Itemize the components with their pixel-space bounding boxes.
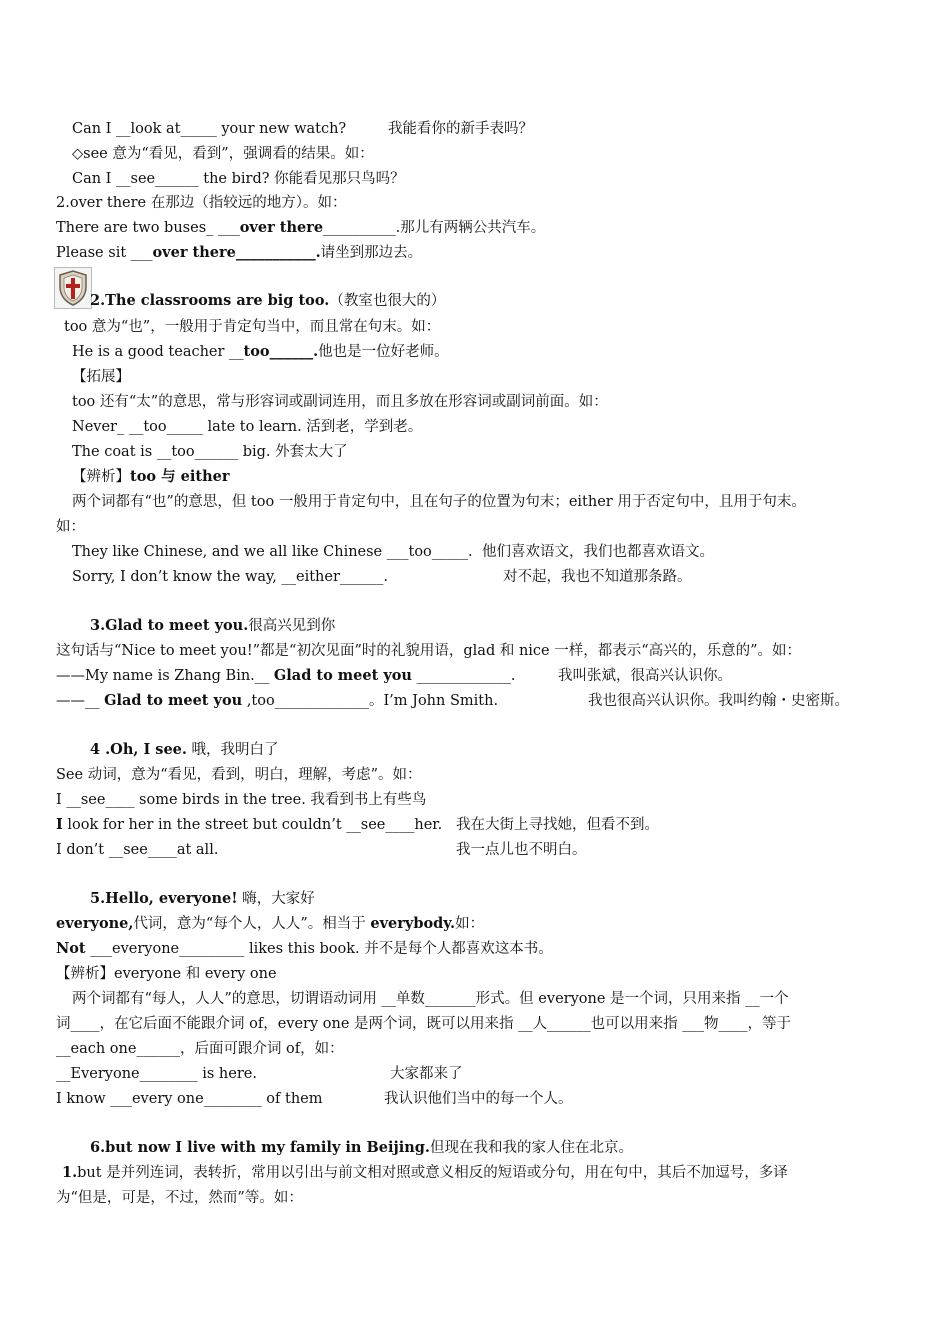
example-line: I know ___every one________ of them bbox=[56, 1091, 323, 1107]
example-line: Can I __look at_____ your new watch? bbox=[72, 121, 347, 137]
explanation-line: everyone,代词，意为“每个人，人人”。相当于 everybody.如： bbox=[56, 915, 485, 932]
example-line: Please sit ___over there___________.请坐到那边去。 bbox=[56, 244, 423, 261]
example-line: There are two buses_ ___over there__________.那儿有两辆公共汽车。 bbox=[56, 219, 546, 236]
subheading: 【辨析】everyone 和 every one bbox=[56, 966, 277, 982]
example-line: He is a good teacher __too______.他也是一位好老师。 bbox=[72, 343, 449, 360]
example-line: I __see____ some birds in the tree. 我看到书上有些鸟 bbox=[56, 792, 427, 808]
example-line: ——My name is Zhang Bin.__ Glad to meet you _____________. bbox=[56, 667, 516, 684]
section-heading: 5.Hello, everyone! 嗨，大家好 bbox=[90, 890, 315, 907]
example-line: ——__ Glad to meet you ,too_____________。I’m John Smith. bbox=[56, 692, 499, 709]
section-heading: 2.The classrooms are big too.（教室也很大的） bbox=[90, 292, 446, 309]
explanation-line: 词____，在它后面不能跟介词 of，every one 是两个词，既可以用来指 __人______也可以用来指 ___物____，等于 bbox=[56, 1016, 792, 1032]
example-line: Never_ __too_____ late to learn. 活到老，学到老。 bbox=[72, 419, 423, 435]
example-translation: 我叫张斌，很高兴认识你。 bbox=[558, 668, 732, 684]
example-line: I don’t __see____at all. bbox=[56, 842, 219, 858]
explanation-line: ◇see 意为“看见，看到”，强调看的结果。如： bbox=[72, 146, 374, 162]
explanation-line: __each one______，后面可跟介词 of，如： bbox=[56, 1041, 344, 1057]
example-translation: 我在大街上寻找她，但看不到。 bbox=[456, 817, 659, 833]
section-heading: 6.but now I live with my family in Beijing.但现在我和我的家人住在北京。 bbox=[90, 1139, 633, 1156]
explanation-line: 如： bbox=[56, 519, 85, 535]
example-line: The coat is __too______ big. 外套太大了 bbox=[72, 444, 348, 460]
explanation-line: too 意为“也”，一般用于肯定句当中，而且常在句末。如： bbox=[64, 319, 441, 335]
example-translation: 我也很高兴认识你。我叫约翰・史密斯。 bbox=[588, 693, 849, 709]
explanation-line: 两个词都有“也”的意思，但 too 一般用于肯定句中，且在句子的位置为句末；either 用于否定句中，且用于句末。 bbox=[72, 494, 806, 510]
explanation-line: too 还有“太”的意思，常与形容词或副词连用，而且多放在形容词或副词前面。如： bbox=[72, 394, 608, 410]
example-translation: 我认识他们当中的每一个人。 bbox=[384, 1091, 573, 1107]
section-heading: 4 .Oh, I see. 哦，我明白了 bbox=[90, 741, 279, 758]
shield-cross-icon bbox=[54, 267, 92, 309]
example-line: Can I __see______ the bird? 你能看见那只鸟吗？ bbox=[72, 171, 405, 187]
example-line: Not ___everyone_________ likes this book. 并不是每个人都喜欢这本书。 bbox=[56, 940, 553, 957]
section-heading: 3.Glad to meet you.很高兴见到你 bbox=[90, 617, 336, 634]
subheading: 【拓展】 bbox=[72, 369, 130, 385]
example-line: They like Chinese, and we all like Chinese ___too_____. bbox=[72, 544, 473, 560]
example-line: I look for her in the street but couldn’t __see____her. bbox=[56, 816, 443, 833]
explanation-line: See 动词，意为“看见，看到，明白，理解，考虑”。如： bbox=[56, 767, 422, 783]
example-translation: 我能看你的新手表吗？ bbox=[388, 121, 533, 137]
example-translation: 对不起，我也不知道那条路。 bbox=[503, 569, 692, 585]
explanation-line: 两个词都有“每人，人人”的意思，切谓语动词用 __单数_______形式。但 everyone 是一个词，只用来指 __一个 bbox=[72, 991, 789, 1007]
explanation-line: 2.over there 在那边（指较远的地方）。如： bbox=[56, 195, 347, 211]
subheading: 【辨析】too 与 either bbox=[72, 468, 230, 485]
explanation-line: 这句话与“Nice to meet you!”都是“初次见面”时的礼貌用语，glad 和 nice 一样，都表示“高兴的，乐意的”。如： bbox=[56, 643, 802, 659]
example-translation: 他们喜欢语文，我们也都喜欢语文。 bbox=[482, 544, 714, 560]
explanation-line: 为“但是，可是，不过，然而”等。如： bbox=[56, 1190, 303, 1206]
explanation-line: 1.but 是并列连词，表转折，常用以引出与前文相对照或意义相反的短语或分句，用在句中，其后不加逗号，多译 bbox=[62, 1164, 788, 1181]
example-line: __Everyone________ is here. bbox=[56, 1066, 257, 1082]
example-translation: 大家都来了 bbox=[390, 1066, 463, 1082]
example-line: Sorry, I don’t know the way, __either______. bbox=[72, 569, 389, 585]
example-translation: 我一点儿也不明白。 bbox=[456, 842, 587, 858]
